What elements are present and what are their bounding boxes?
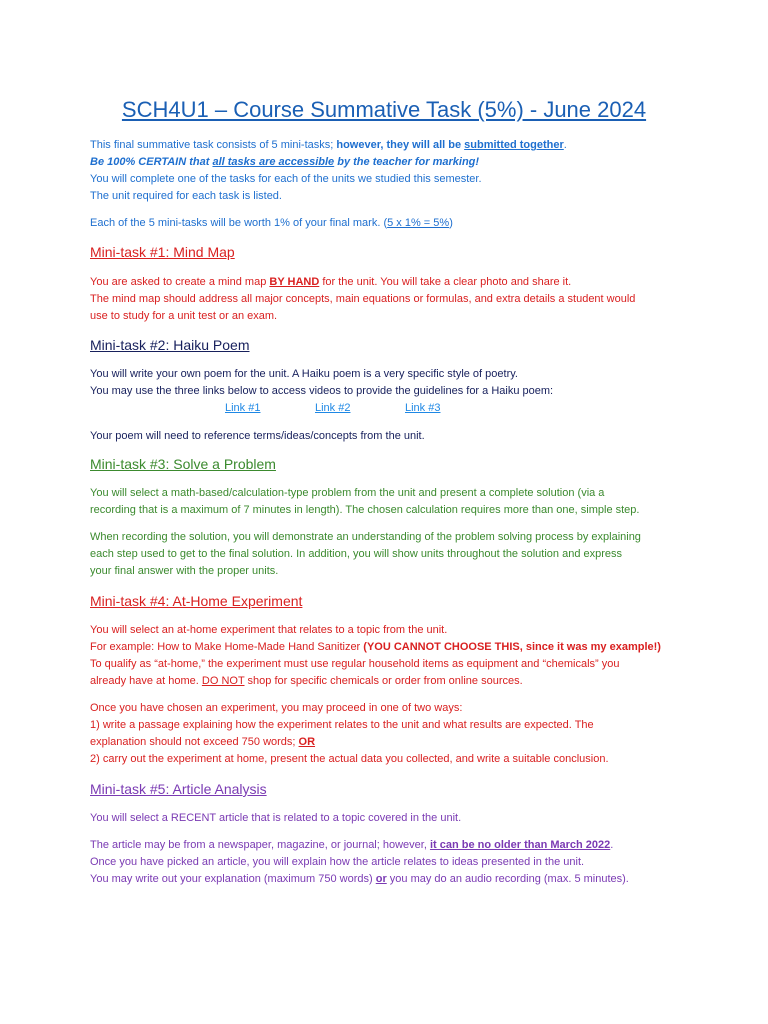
task5-line-4 bbox=[90, 871, 690, 888]
intro-section bbox=[90, 137, 690, 232]
task3-line-3: When recording the solution, you will demonstrate an understanding of the problem solving process by explaining bbox=[90, 531, 641, 543]
task1-by-hand: BY HAND bbox=[269, 276, 320, 288]
task5-heading: Mini-task #5: Article Analysis bbox=[90, 781, 267, 797]
task5-line-1: You will select a RECENT article that is related to a topic covered in the unit. bbox=[90, 812, 462, 824]
intro-worth-text: Each of the 5 mini-tasks will be worth 1% of your final mark. ( bbox=[90, 217, 388, 229]
intro-line-1 bbox=[90, 137, 690, 154]
page-title: SCH4U1 – Course Summative Task (5%) - June 2024 bbox=[121, 97, 647, 122]
task5-date-limit: it can be no older than March 2022 bbox=[429, 839, 611, 851]
task5-article-text: The article may be from a newspaper, magazine, or journal; however, bbox=[90, 839, 430, 851]
task4-line-4 bbox=[90, 673, 690, 690]
intro-formula: 5 x 1% = 5% bbox=[387, 217, 450, 229]
task5-audio-text: you may do an audio recording (max. 5 minutes). bbox=[386, 873, 629, 885]
task1-text-end: for the unit. You will take a clear photo and share it. bbox=[319, 276, 572, 288]
task3-line-5: your final answer with the proper units. bbox=[90, 565, 279, 577]
link-1[interactable]: Link #1 bbox=[225, 402, 261, 414]
task3-line-4: each step used to get to the final solution. In addition, you will show units throughout the solution and express bbox=[90, 548, 623, 560]
task4-home-text: already have at home. bbox=[90, 675, 202, 687]
task1-line-1 bbox=[90, 274, 690, 291]
task4-explanation-text: explanation should not exceed 750 words; bbox=[90, 736, 299, 748]
link-3[interactable]: Link #3 bbox=[405, 402, 441, 414]
task5-period: . bbox=[610, 839, 614, 851]
task4-line-1: You will select an at-home experiment that relates to a topic from the unit. bbox=[90, 624, 448, 636]
task4-shop-text: shop for specific chemicals or order from online sources. bbox=[244, 675, 523, 687]
task3-line-2: recording that is a maximum of 7 minutes in length). The chosen calculation requires more than one, simple step. bbox=[90, 504, 640, 516]
task5-or: or bbox=[375, 873, 387, 885]
task1-line-3: use to study for a unit test or an exam. bbox=[90, 310, 278, 322]
task2-section bbox=[90, 335, 690, 445]
task5-write-text: You may write out your explanation (maximum 750 words) bbox=[90, 873, 376, 885]
task5-line-2 bbox=[90, 837, 690, 854]
task4-line-7 bbox=[90, 734, 690, 751]
intro-bold-text: however, they will all be bbox=[336, 139, 465, 151]
task3-line-1: You will select a math-based/calculation-type problem from the unit and present a complete solution (via a bbox=[90, 487, 605, 499]
intro-submitted-together: submitted together bbox=[464, 139, 564, 151]
task1-text: You are asked to create a mind map bbox=[90, 276, 270, 288]
intro-line-5 bbox=[90, 215, 690, 232]
task2-line-1: You will write your own poem for the unit. A Haiku poem is a very specific style of poetry. bbox=[90, 368, 518, 380]
link-2[interactable]: Link #2 bbox=[315, 402, 351, 414]
task4-section bbox=[90, 591, 690, 768]
intro-line-3: You will complete one of the tasks for each of the units we studied this semester. bbox=[90, 173, 482, 185]
task2-line-3: Your poem will need to reference terms/ideas/concepts from the unit. bbox=[90, 430, 425, 442]
task2-links bbox=[90, 400, 690, 417]
task4-or: OR bbox=[298, 736, 316, 748]
task3-heading: Mini-task #3: Solve a Problem bbox=[90, 456, 276, 472]
task4-line-2 bbox=[90, 639, 690, 656]
task2-heading: Mini-task #2: Haiku Poem bbox=[90, 337, 250, 353]
intro-line-4: The unit required for each task is listed. bbox=[90, 190, 282, 202]
task4-example-text: For example: How to Make Home-Made Hand Sanitizer bbox=[90, 641, 364, 653]
task1-section bbox=[90, 242, 690, 325]
task2-line-2: You may use the three links below to access videos to provide the guidelines for a Haiku poem: bbox=[90, 385, 554, 397]
task5-line-3: Once you have picked an article, you will explain how the article relates to ideas presented in the unit. bbox=[90, 856, 585, 868]
task1-line-2: The mind map should address all major concepts, main equations or formulas, and extra details a student would bbox=[90, 293, 636, 305]
task4-heading: Mini-task #4: At-Home Experiment bbox=[90, 593, 303, 609]
task4-line-3: To qualify as “at-home,” the experiment must use regular household items as equipment and “chemicals” you bbox=[90, 658, 620, 670]
intro-close-paren: ) bbox=[449, 217, 453, 229]
task4-line-8: 2) carry out the experiment at home, present the actual data you collected, and write a suitable conclusion. bbox=[90, 753, 609, 765]
intro-marking-text: by the teacher for marking! bbox=[334, 156, 480, 168]
intro-period: . bbox=[563, 139, 567, 151]
task4-do-not: DO NOT bbox=[201, 675, 245, 687]
task1-heading: Mini-task #1: Mind Map bbox=[90, 244, 235, 260]
task5-section bbox=[90, 779, 690, 888]
task3-section bbox=[90, 454, 690, 580]
intro-certain-text: Be 100% CERTAIN that bbox=[90, 156, 213, 168]
intro-line-2 bbox=[90, 154, 690, 171]
intro-text: This final summative task consists of 5 mini-tasks; bbox=[90, 139, 337, 151]
task4-line-6: 1) write a passage explaining how the experiment relates to the unit and what results are expected. The bbox=[90, 719, 594, 731]
task4-warning: (YOU CANNOT CHOOSE THIS, since it was my example!) bbox=[363, 641, 661, 653]
intro-accessible-text: all tasks are accessible bbox=[212, 156, 335, 168]
task4-line-5: Once you have chosen an experiment, you may proceed in one of two ways: bbox=[90, 702, 463, 714]
